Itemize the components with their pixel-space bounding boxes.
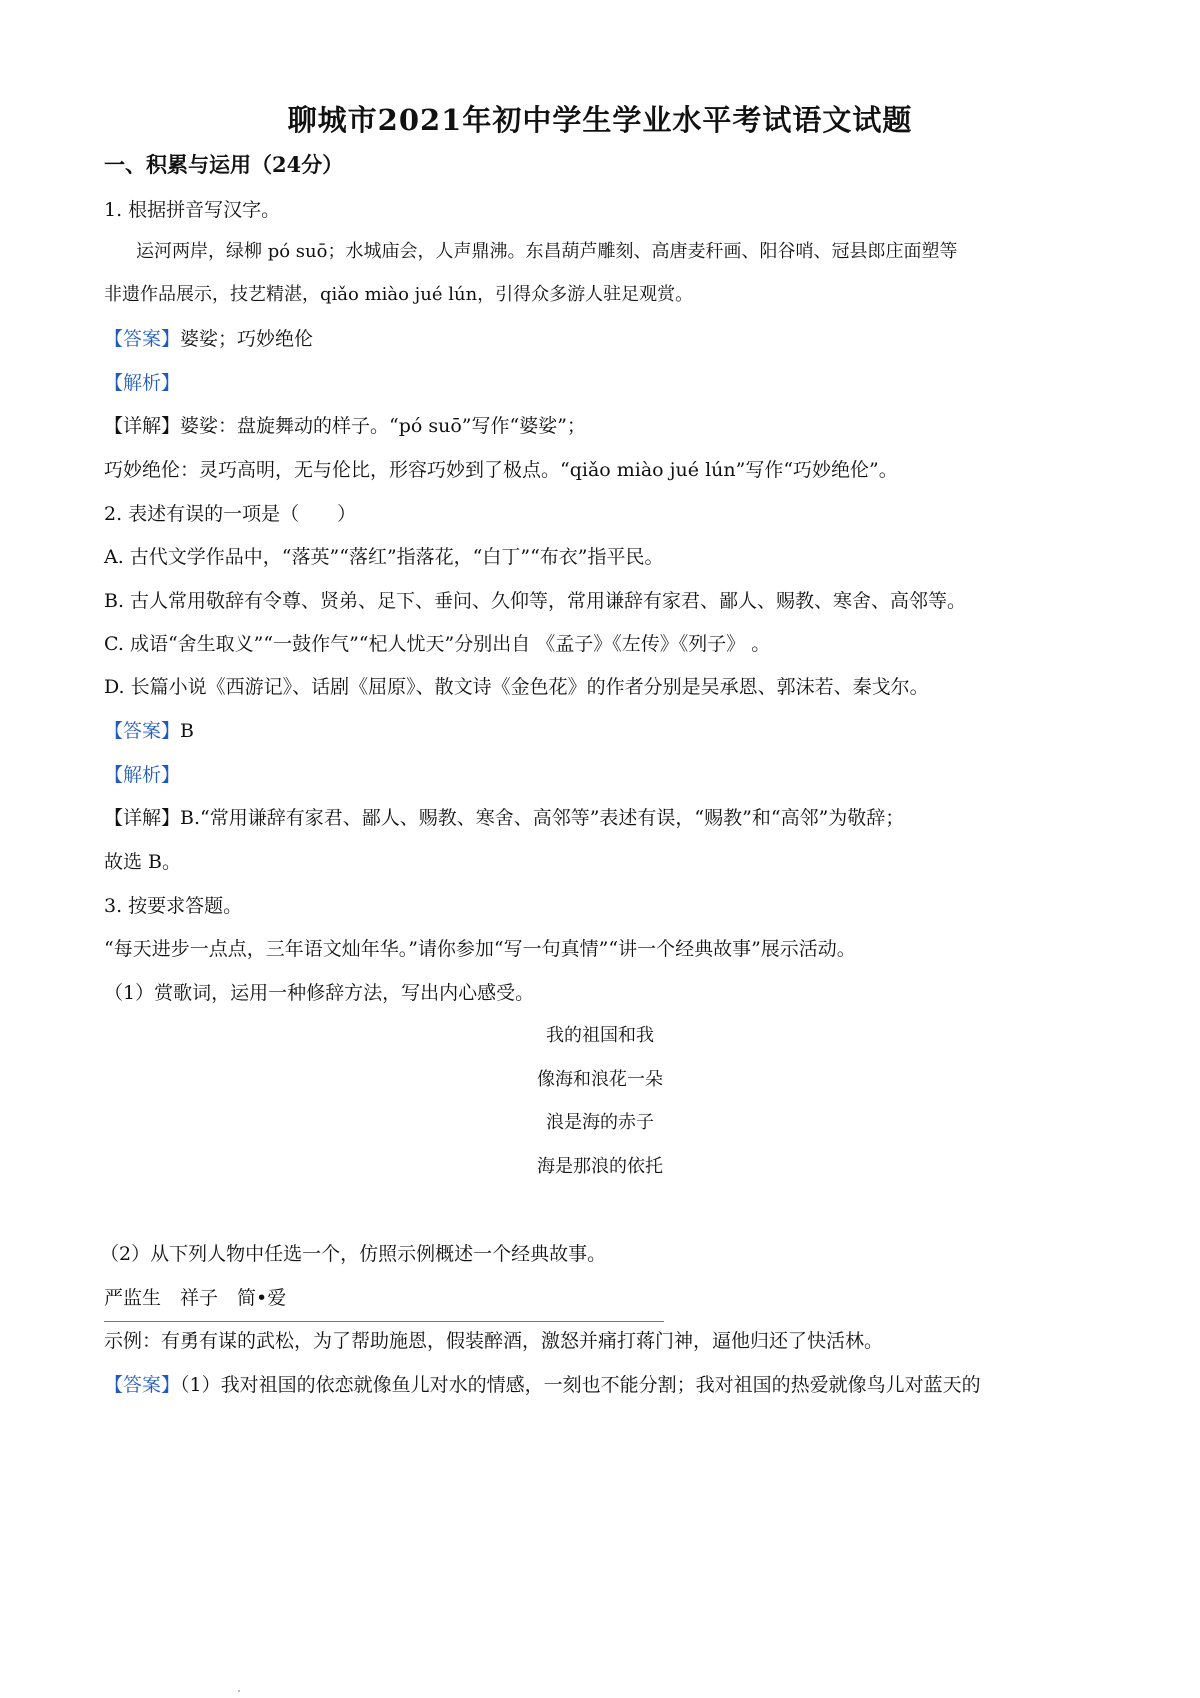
question-2-option-a: A. 古代文学作品中，“落英”“落红”指落花，“白丁”“布衣”指平民。	[104, 546, 664, 568]
question-2-stem: 2. 表述有误的一项是（ ）	[104, 503, 357, 525]
question-2-detail-line-1: 【详解】B.“常用谦辞有家君、鄙人、赐教、寒舍、高邻等”表述有误，“赐教”和“高邻”为敬辞；	[104, 807, 905, 829]
question-3-answer	[104, 1371, 981, 1399]
answer-tag: 【答案】	[104, 328, 181, 350]
question-1-detail-line-1: 【详解】婆娑：盘旋舞动的样子。“pó suō”写作“婆娑”；	[104, 415, 586, 437]
question-1-analysis-tag: 【解析】	[104, 372, 181, 394]
answer-text: （1）我对祖国的依恋就像鱼儿对水的情感，一刻也不能分割；我对祖国的热爱就像鸟儿对蓝天的	[180, 1374, 981, 1396]
question-1-stem: 1. 根据拼音写汉字。	[104, 199, 281, 221]
poem-line: 像海和浪花一朵	[537, 1069, 663, 1090]
question-2-answer	[104, 717, 194, 745]
answer-text: B	[180, 720, 194, 742]
section-heading: 一、积累与运用（24分）	[104, 152, 344, 177]
question-3-sub-1: （1）赏歌词，运用一种修辞方法，写出内心感受。	[104, 982, 535, 1004]
poem-line: 浪是海的赤子	[546, 1112, 654, 1133]
page-title: 聊城市2021年初中学生学业水平考试语文试题	[287, 103, 913, 137]
poem-line: 我的祖国和我	[546, 1025, 654, 1046]
answer-text: 婆娑；巧妙绝伦	[180, 328, 314, 350]
question-2-option-d: D. 长篇小说《西游记》、话剧《屈原》、散文诗《金色花》的作者分别是吴承恩、郭沫若、秦戈尔。	[104, 676, 929, 698]
poem-line: 海是那浪的依托	[537, 1156, 663, 1177]
question-2-detail-line-2: 故选 B。	[104, 851, 182, 873]
question-3-example: 示例：有勇有谋的武松，为了帮助施恩，假装醉酒，激怒并痛打蒋门神，逼他归还了快活林。	[104, 1330, 884, 1352]
question-2-analysis-tag: 【解析】	[104, 764, 181, 786]
answer-blank-line	[104, 1321, 664, 1322]
question-3-characters: 严监生 祥子 简•爱	[104, 1287, 287, 1309]
question-3-intro: “每天进步一点点，三年语文灿年华。”请你参加“写一句真情”“讲一个经典故事”展示活动。	[104, 938, 856, 960]
question-1-passage-line-1: 运河两岸，绿柳 pó suō；水城庙会，人声鼎沸。东昌葫芦雕刻、高唐麦秆画、阳谷哨、冠县郎庄面塑等	[136, 241, 958, 262]
answer-tag: 【答案】	[104, 720, 181, 742]
question-1-detail-line-2: 巧妙绝伦：灵巧高明，无与伦比，形容巧妙到了极点。“qiǎo miào jué lún”写作“巧妙绝伦”。	[104, 459, 898, 481]
answer-tag: 【答案】	[104, 1374, 181, 1396]
question-3-sub-2: （2）从下列人物中任选一个，仿照示例概述一个经典故事。	[100, 1243, 607, 1265]
question-1-answer	[104, 325, 313, 353]
page-speck	[238, 1690, 240, 1692]
question-2-option-b: B. 古人常用敬辞有令尊、贤弟、足下、垂问、久仰等，常用谦辞有家君、鄙人、赐教、寒舍、高邻等。	[104, 590, 967, 612]
question-3-stem: 3. 按要求答题。	[104, 895, 243, 917]
question-2-option-c: C. 成语“舍生取义”“一鼓作气”“杞人忧天”分别出自 《孟子》《左传》《列子》 。	[104, 633, 771, 655]
question-1-passage-line-2: 非遗作品展示，技艺精湛，qiǎo miào jué lún，引得众多游人驻足观赏。	[104, 284, 694, 305]
